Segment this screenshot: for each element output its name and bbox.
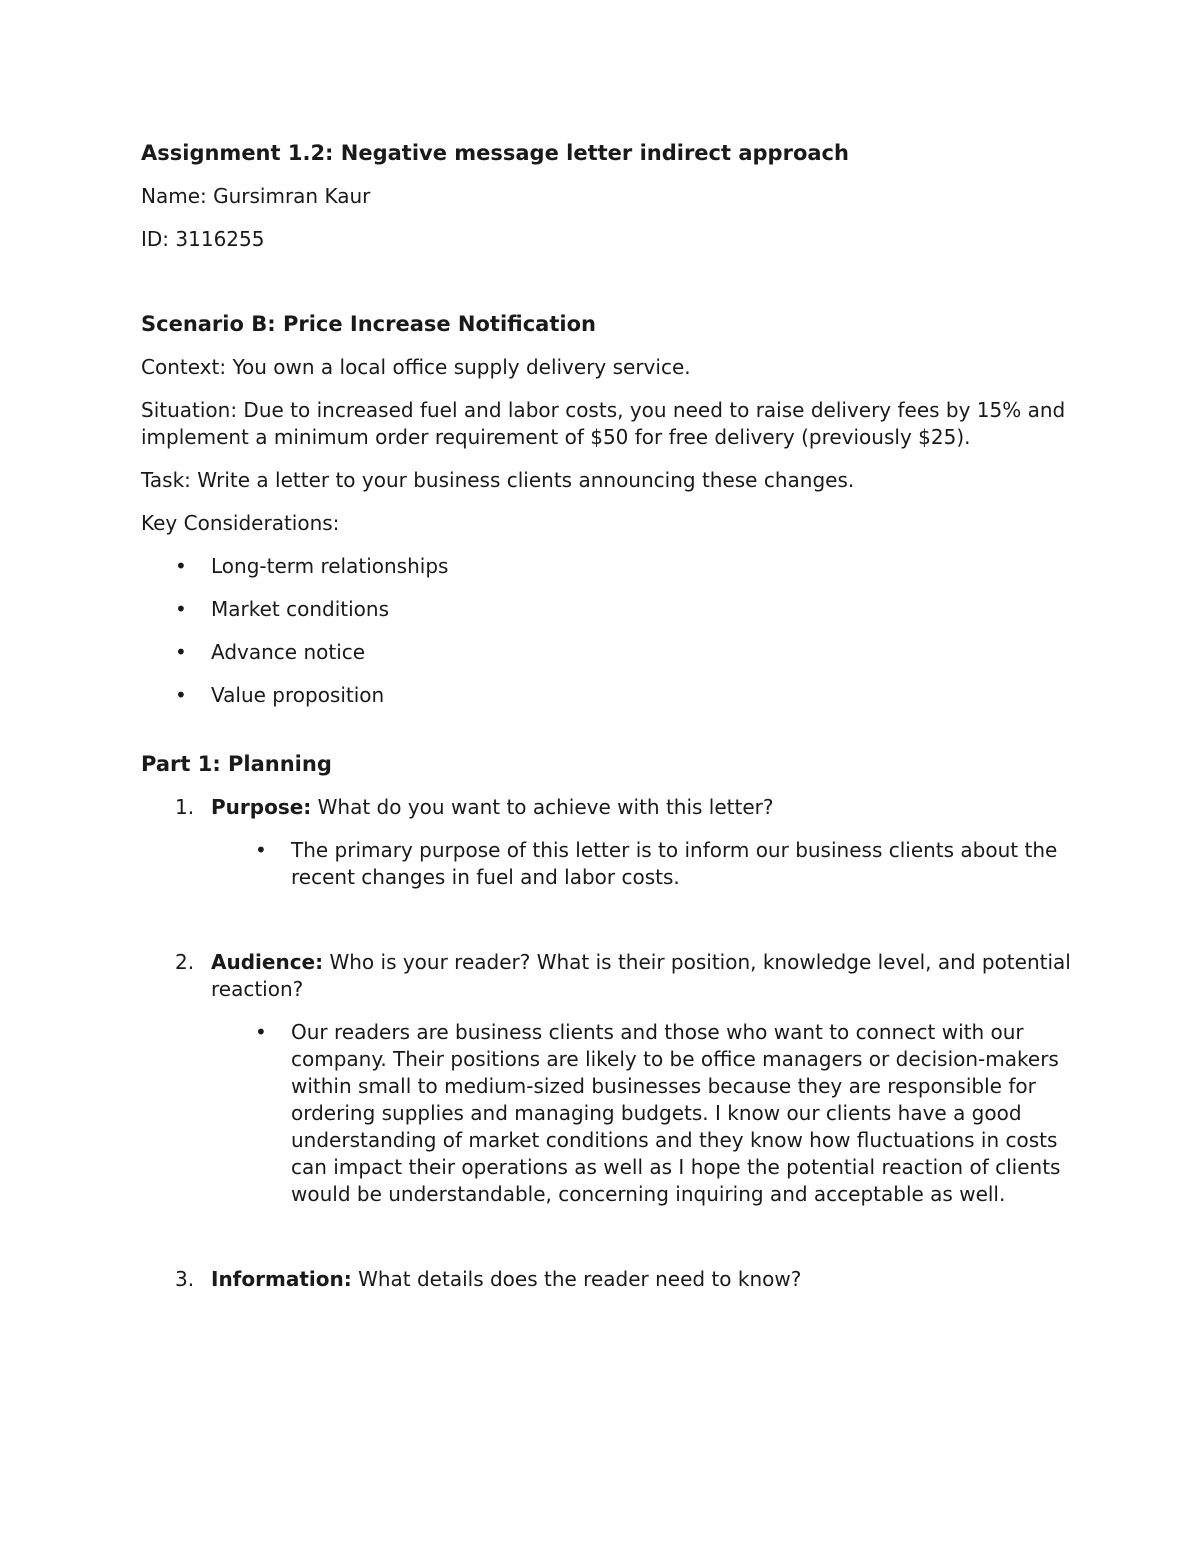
bullet-icon: • [175, 640, 187, 664]
list-item: • Advance notice [175, 640, 366, 664]
planning-item-information [141, 1266, 1071, 1293]
item-number: 3. [175, 1267, 195, 1291]
bullet-icon: • [175, 554, 187, 578]
part1-title: Part 1: Planning [141, 752, 332, 776]
document-page [141, 140, 1071, 1309]
list-item: • Market conditions [175, 597, 389, 621]
answer-bullet [211, 1019, 1071, 1208]
item-label: Information: [211, 1267, 352, 1291]
scenario-task: Task: Write a letter to your business clients announcing these changes. [141, 468, 855, 492]
planning-list [141, 794, 1071, 1293]
student-name: Name: Gursimran Kaur [141, 184, 371, 208]
bullet-icon: • [175, 597, 187, 621]
student-id: ID: 3116255 [141, 227, 265, 251]
answer-bullet [211, 837, 1071, 891]
assignment-title: Assignment 1.2: Negative message letter indirect approach [141, 141, 849, 165]
spacer [141, 1224, 1071, 1266]
considerations-list [141, 553, 1071, 709]
planning-item-purpose [141, 794, 1071, 891]
bullet-icon: • [255, 838, 267, 862]
item-question: What do you want to achieve with this letter? [311, 795, 774, 819]
list-item: • Long-term relationships [175, 554, 449, 578]
bullet-icon: • [175, 683, 187, 707]
considerations-label: Key Considerations: [141, 511, 340, 535]
scenario-situation: Situation: Due to increased fuel and labor costs, you need to raise delivery fees by 15% and implement a minimum order requirement of $50 for free delivery (previously $25). [141, 398, 1066, 449]
item-answer: Our readers are business clients and those who want to connect with our company. Their positions are likely to be office managers or decision-makers within small to medium-sized businesses because they are responsible for ordering supplies and managing budgets. I know our clients have a good understanding of market conditions and they know how fluctuations in costs can impact their operations as well as I hope the potential reaction of clients would be understandable, concerning inquiring and acceptable as well. [291, 1020, 1061, 1206]
item-label: Purpose: [211, 795, 312, 819]
scenario-context: Context: You own a local office supply delivery service. [141, 355, 691, 379]
item-answer: The primary purpose of this letter is to inform our business clients about the recent changes in fuel and labor costs. [291, 838, 1058, 889]
bullet-icon: • [255, 1020, 267, 1044]
spacer [141, 907, 1071, 949]
spacer [141, 725, 1071, 751]
item-number: 1. [175, 795, 195, 819]
planning-item-audience [141, 949, 1071, 1208]
item-label: Audience: [211, 950, 324, 974]
item-question: What details does the reader need to know? [351, 1267, 802, 1291]
item-question: Who is your reader? What is their position, knowledge level, and potential reaction? [211, 950, 1071, 1001]
scenario-title: Scenario B: Price Increase Notification [141, 312, 596, 336]
list-item: • Value proposition [175, 683, 385, 707]
spacer [141, 269, 1071, 311]
item-number: 2. [175, 950, 195, 974]
